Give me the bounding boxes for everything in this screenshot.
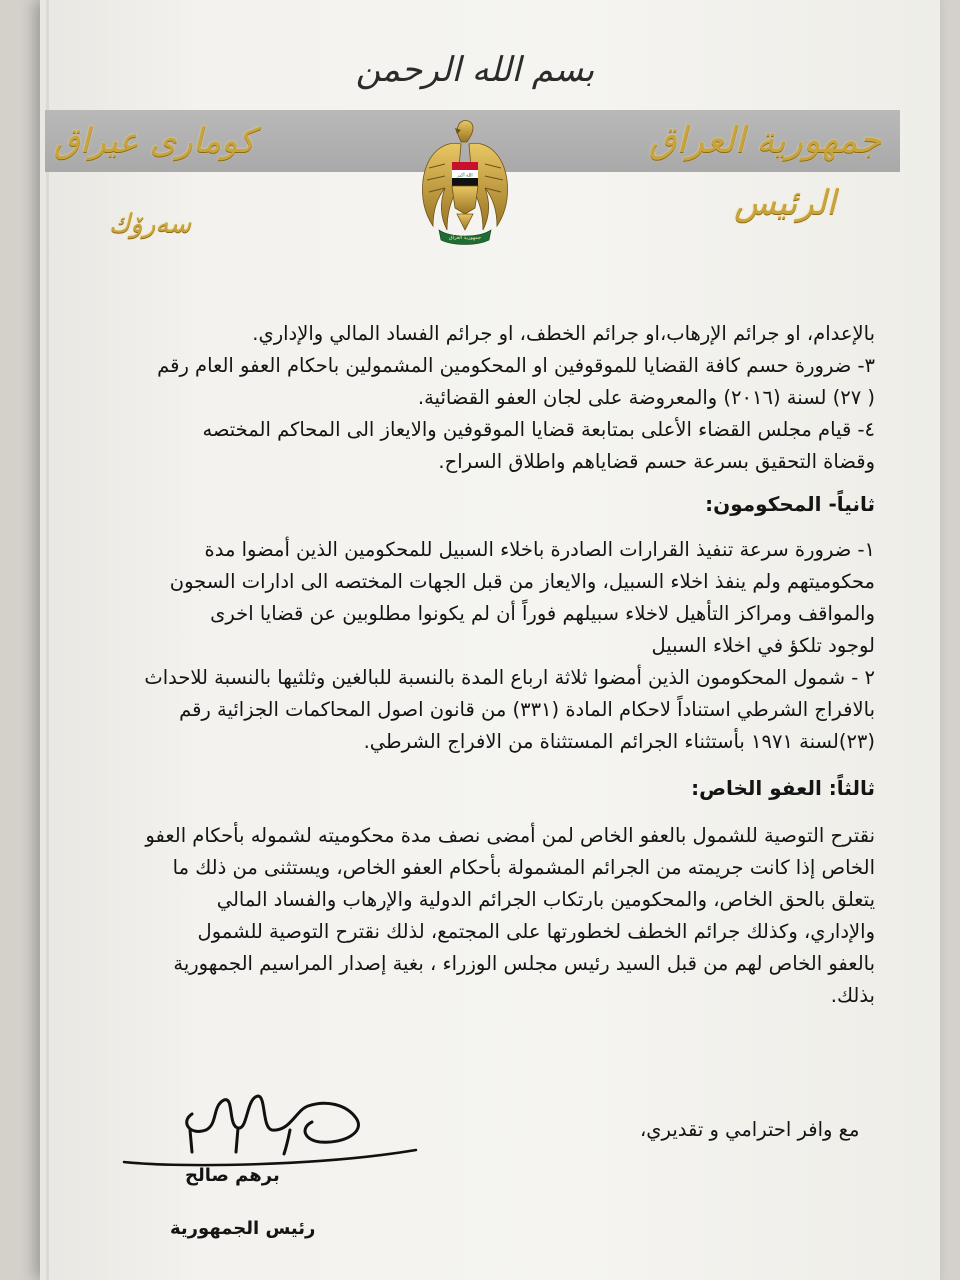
body-line: بالافراج الشرطي استناداً لاحكام المادة (٣٣١) من قانون اصول المحاكمات الجزائية رقم (179, 698, 875, 721)
body-line: والإداري، وكذلك جرائم الخطف لخطورتها على المجتمع، لذلك نقترح التوصية للشمول (197, 920, 875, 943)
basmala: بسم الله الرحمن (355, 50, 595, 90)
iraq-eagle-emblem-icon (415, 118, 515, 248)
signatory-title: رئيس الجمهورية (170, 1218, 316, 1239)
emblem-flag-text: الله أكبر (457, 173, 473, 179)
body-line: محكوميتهم ولم ينفذ اخلاء السبيل، والايعاز من قبل الجهات المختصه الى ادارات السجون (169, 570, 875, 593)
emblem-ribbon-text: جمهورية العراق (448, 235, 482, 241)
body-line: بذلك. (830, 984, 875, 1007)
body-line: ٢ - شمول المحكومون الذين أمضوا ثلاثة ارباع المدة بالنسبة للبالغين وثلثيها بالنسبة للاحداث (144, 666, 875, 689)
office-title-kurdish: سەرۆك (108, 209, 192, 239)
closing-salutation: مع وافر احترامي و تقديري، (640, 1118, 860, 1141)
office-title-arabic: الرئيس (734, 183, 836, 223)
body-line: وقضاة التحقيق بسرعة حسم قضاياهم واطلاق السراح. (438, 450, 875, 473)
body-line: يتعلق بالحق الخاص، والمحكومين بارتكاب الجرائم الدولية والإرهاب والفساد المالي (216, 888, 875, 911)
body-line: بالإعدام، او جرائم الإرهاب،او جرائم الخطف، او جرائم الفساد المالي والإداري. (252, 322, 875, 345)
signatory-name: برهم صالح (185, 1165, 280, 1186)
body-line: ٤- قيام مجلس القضاء الأعلى بمتابعة قضايا الموقوفين والايعاز الى المحاكم المختصه (202, 418, 875, 441)
body-line: لوجود تلكؤ في اخلاء السبيل (651, 634, 875, 657)
section-heading-special-pardon: ثالثاً: العفو الخاص: (691, 776, 875, 800)
section-heading-convicts: ثانياً- المحكومون: (705, 492, 875, 516)
body-line: ١- ضرورة سرعة تنفيذ القرارات الصادرة باخلاء السبيل للمحكومين الذين أمضوا مدة (204, 538, 875, 561)
body-line: ٣- ضرورة حسم كافة القضايا للموقوفين او المحكومين المشمولين باحكام العفو العام رقم (157, 354, 875, 377)
letter-body (100, 318, 875, 1012)
body-line: (٢٣)لسنة ١٩٧١ بأستثناء الجرائم المستثناة من الافراج الشرطي. (363, 730, 875, 753)
body-line: ( ٢٧) لسنة (٢٠١٦) والمعروضة على لجان العفو القضائية. (417, 386, 875, 409)
body-line: بالعفو الخاص لهم من قبل السيد رئيس مجلس الوزراء ، بغية إصدار المراسيم الجمهورية (173, 952, 875, 975)
republic-title-kurdish: كوماری عیراق (53, 121, 255, 161)
body-line: نقترح التوصية للشمول بالعفو الخاص لمن أمضى نصف مدة محكوميته لشموله بأحكام العفو (145, 824, 875, 847)
handwritten-signature (120, 1070, 420, 1180)
body-line: الخاص إذا كانت جريمته من الجرائم المشمولة بأحكام العفو الخاص، ويستثنى من ذلك ما (172, 856, 875, 879)
body-line: والمواقف ومراكز التأهيل لاخلاء سبيلهم فوراً أن لم يكونوا مطلوبين عن قضايا اخرى (210, 602, 875, 625)
republic-title-arabic: جمهورية العراق (648, 120, 882, 161)
